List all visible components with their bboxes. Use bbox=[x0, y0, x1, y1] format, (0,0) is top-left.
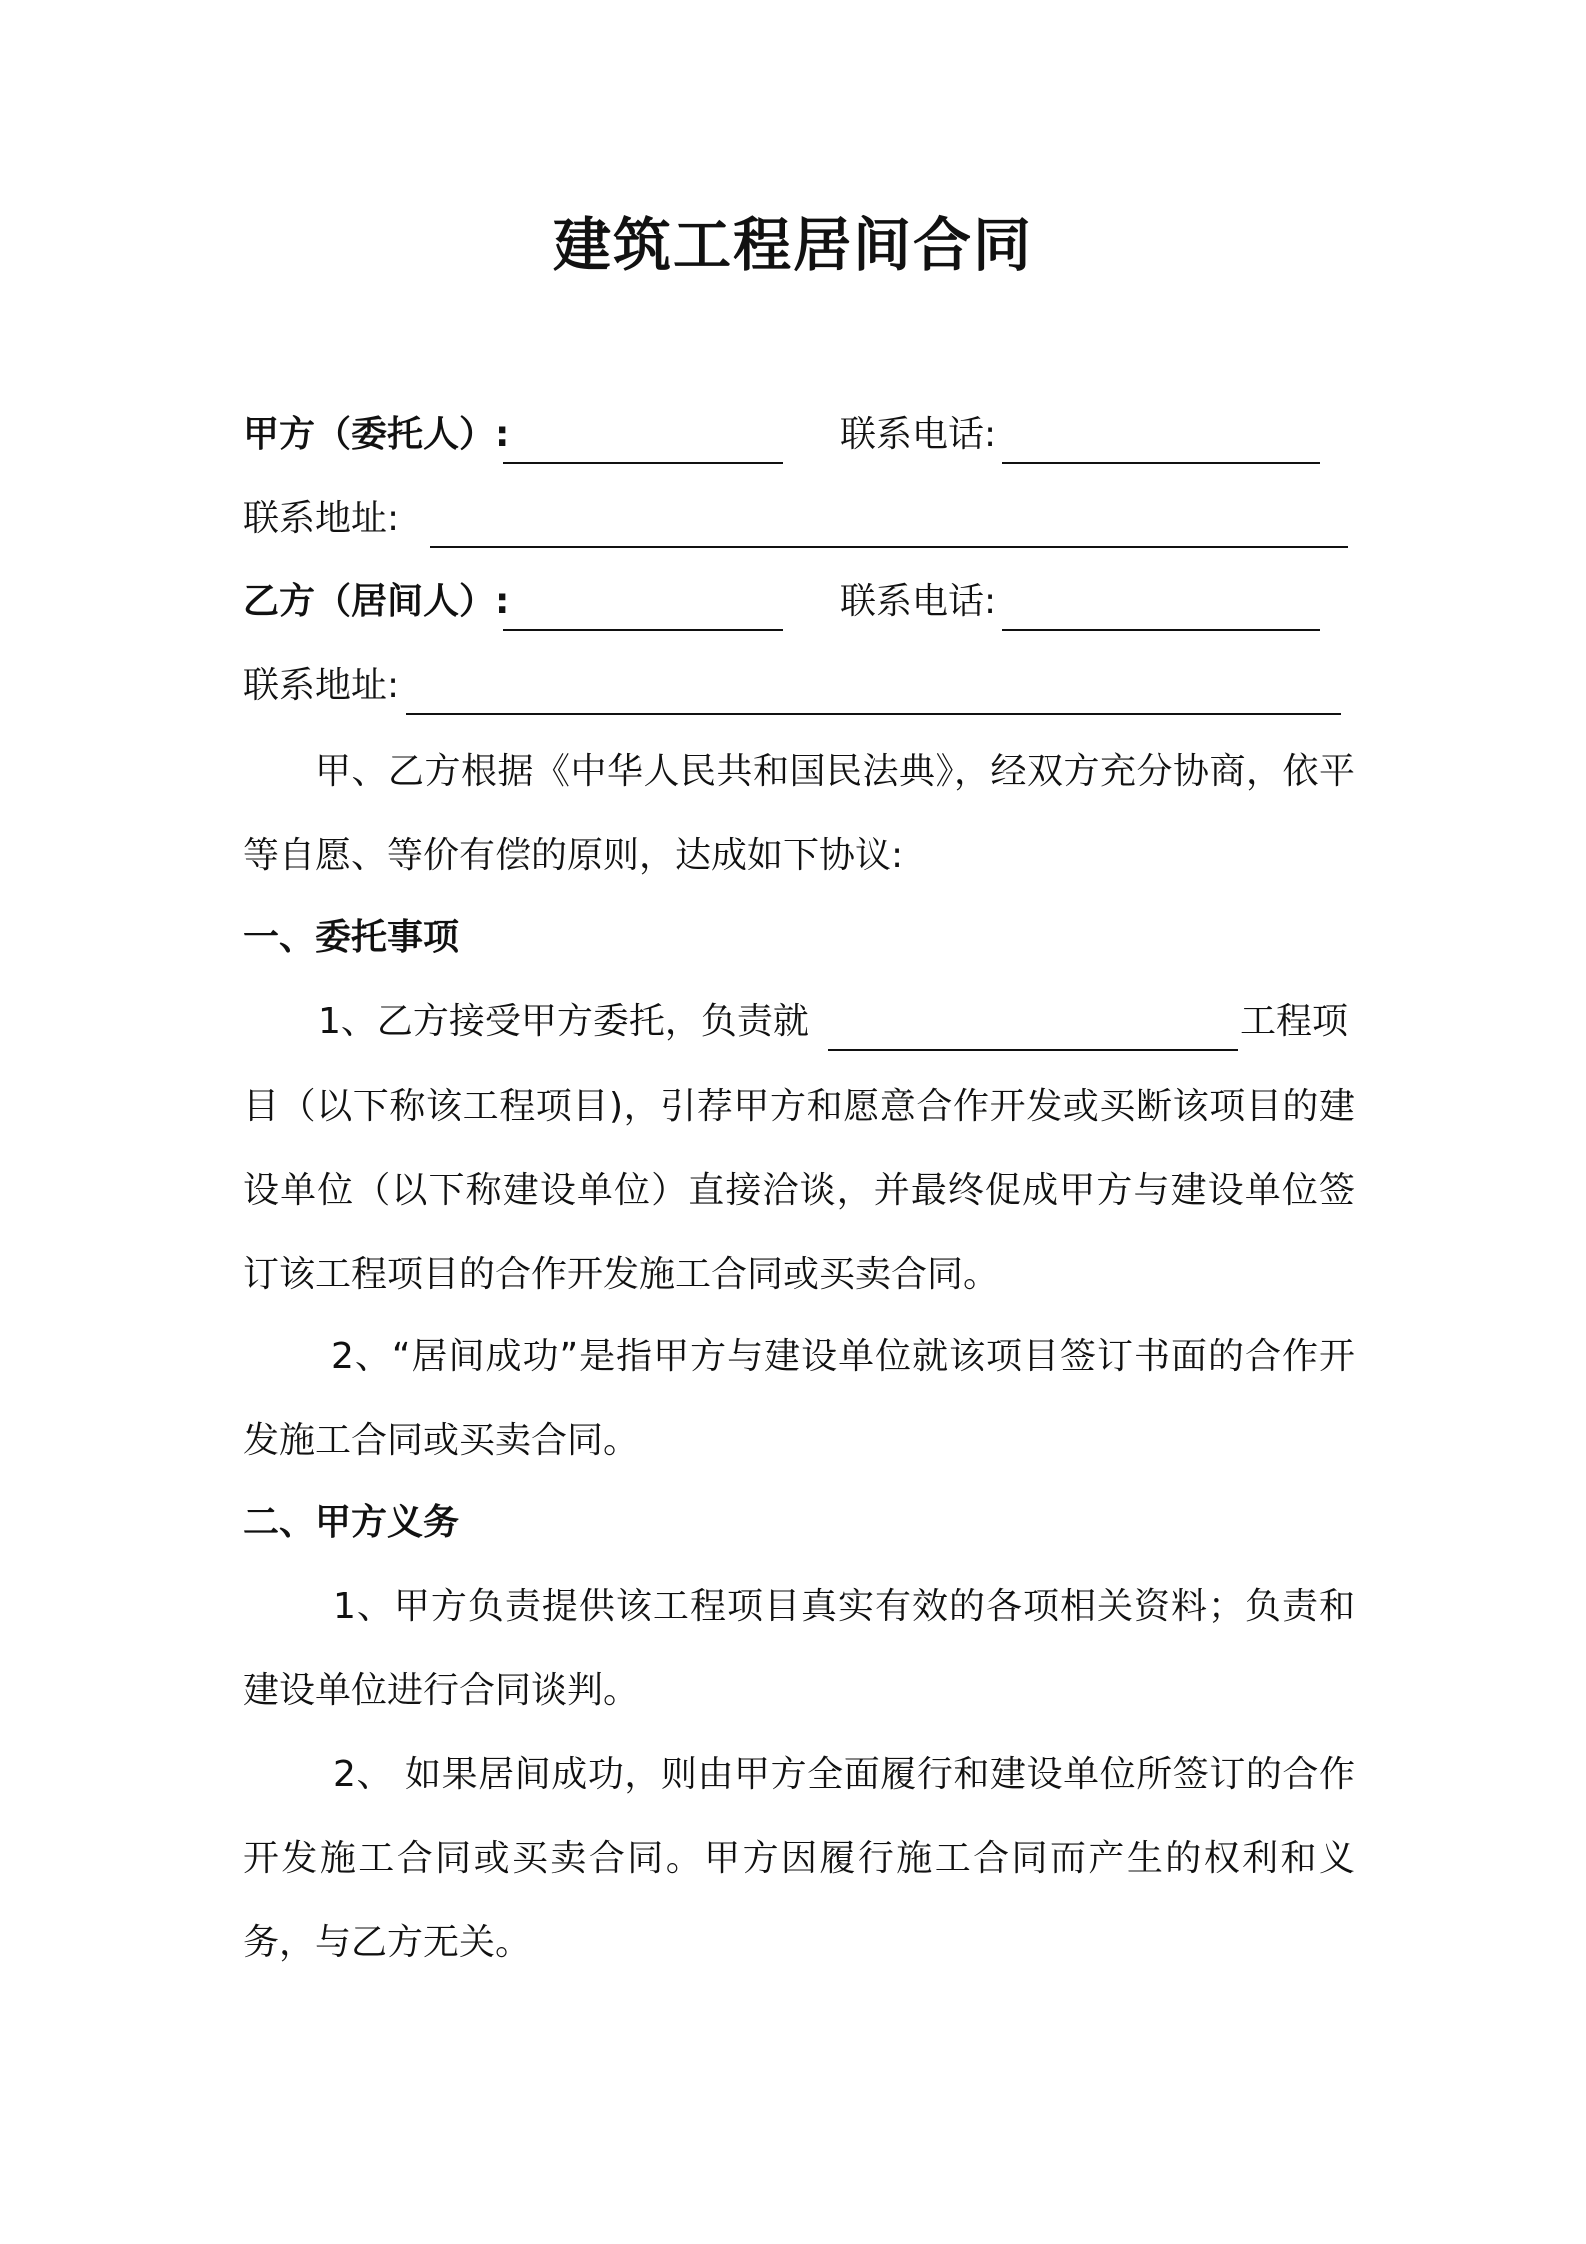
intro-paragraph: 甲、乙方根据《中华人民共和国民法典》，经双方充分协商，依平等自愿、等价有偿的原则，达成如下协议: bbox=[243, 751, 1355, 876]
party-a-label: 甲方（委托人）: bbox=[243, 414, 510, 455]
party-a-phone-blank[interactable] bbox=[1002, 462, 1320, 464]
s2-item1: 1、甲方负责提供该工程项目真实有效的各项相关资料；负责和建设单位进行合同谈判。 bbox=[243, 1586, 1355, 1711]
party-b-address-blank[interactable] bbox=[406, 713, 1341, 715]
party-b-label: 乙方（居间人）: bbox=[243, 581, 510, 622]
section1-heading: 一、委托事项 bbox=[243, 917, 460, 958]
s1-item1-body: 目（以下称该工程项目)，引荐甲方和愿意合作开发或买断该项目的建设单位（以下称建设单位）直接洽谈，并最终促成甲方与建设单位签订该工程项目的合作开发施工合同或买卖合同。 bbox=[243, 1086, 1355, 1295]
document-title: 建筑工程居间合同 bbox=[552, 211, 1033, 279]
party-a-address-label: 联系地址: bbox=[243, 498, 400, 539]
s1-item2: 2、“居间成功”是指甲方与建设单位就该项目签订书面的合作开发施工合同或买卖合同。 bbox=[243, 1336, 1355, 1461]
s1-item1-suffix: 工程项 bbox=[1240, 1001, 1349, 1042]
party-b-phone-label: 联系电话: bbox=[840, 581, 997, 622]
s2-item2: 2、 如果居间成功，则由甲方全面履行和建设单位所签订的合作开发施工合同或买卖合同。甲方因履行施工合同而产生的权利和义务，与乙方无关。 bbox=[243, 1754, 1355, 1963]
party-a-phone-label: 联系电话: bbox=[840, 414, 997, 455]
party-b-phone-blank[interactable] bbox=[1002, 629, 1320, 631]
party-a-address-blank[interactable] bbox=[430, 546, 1348, 548]
s1-item1-prefix: 1、乙方接受甲方委托，负责就 bbox=[318, 1001, 809, 1042]
party-b-address-label: 联系地址: bbox=[243, 665, 400, 706]
party-a-name-blank[interactable] bbox=[503, 462, 783, 464]
project-name-blank[interactable] bbox=[828, 1049, 1238, 1051]
party-b-name-blank[interactable] bbox=[503, 629, 783, 631]
section2-heading: 二、甲方义务 bbox=[243, 1502, 460, 1543]
